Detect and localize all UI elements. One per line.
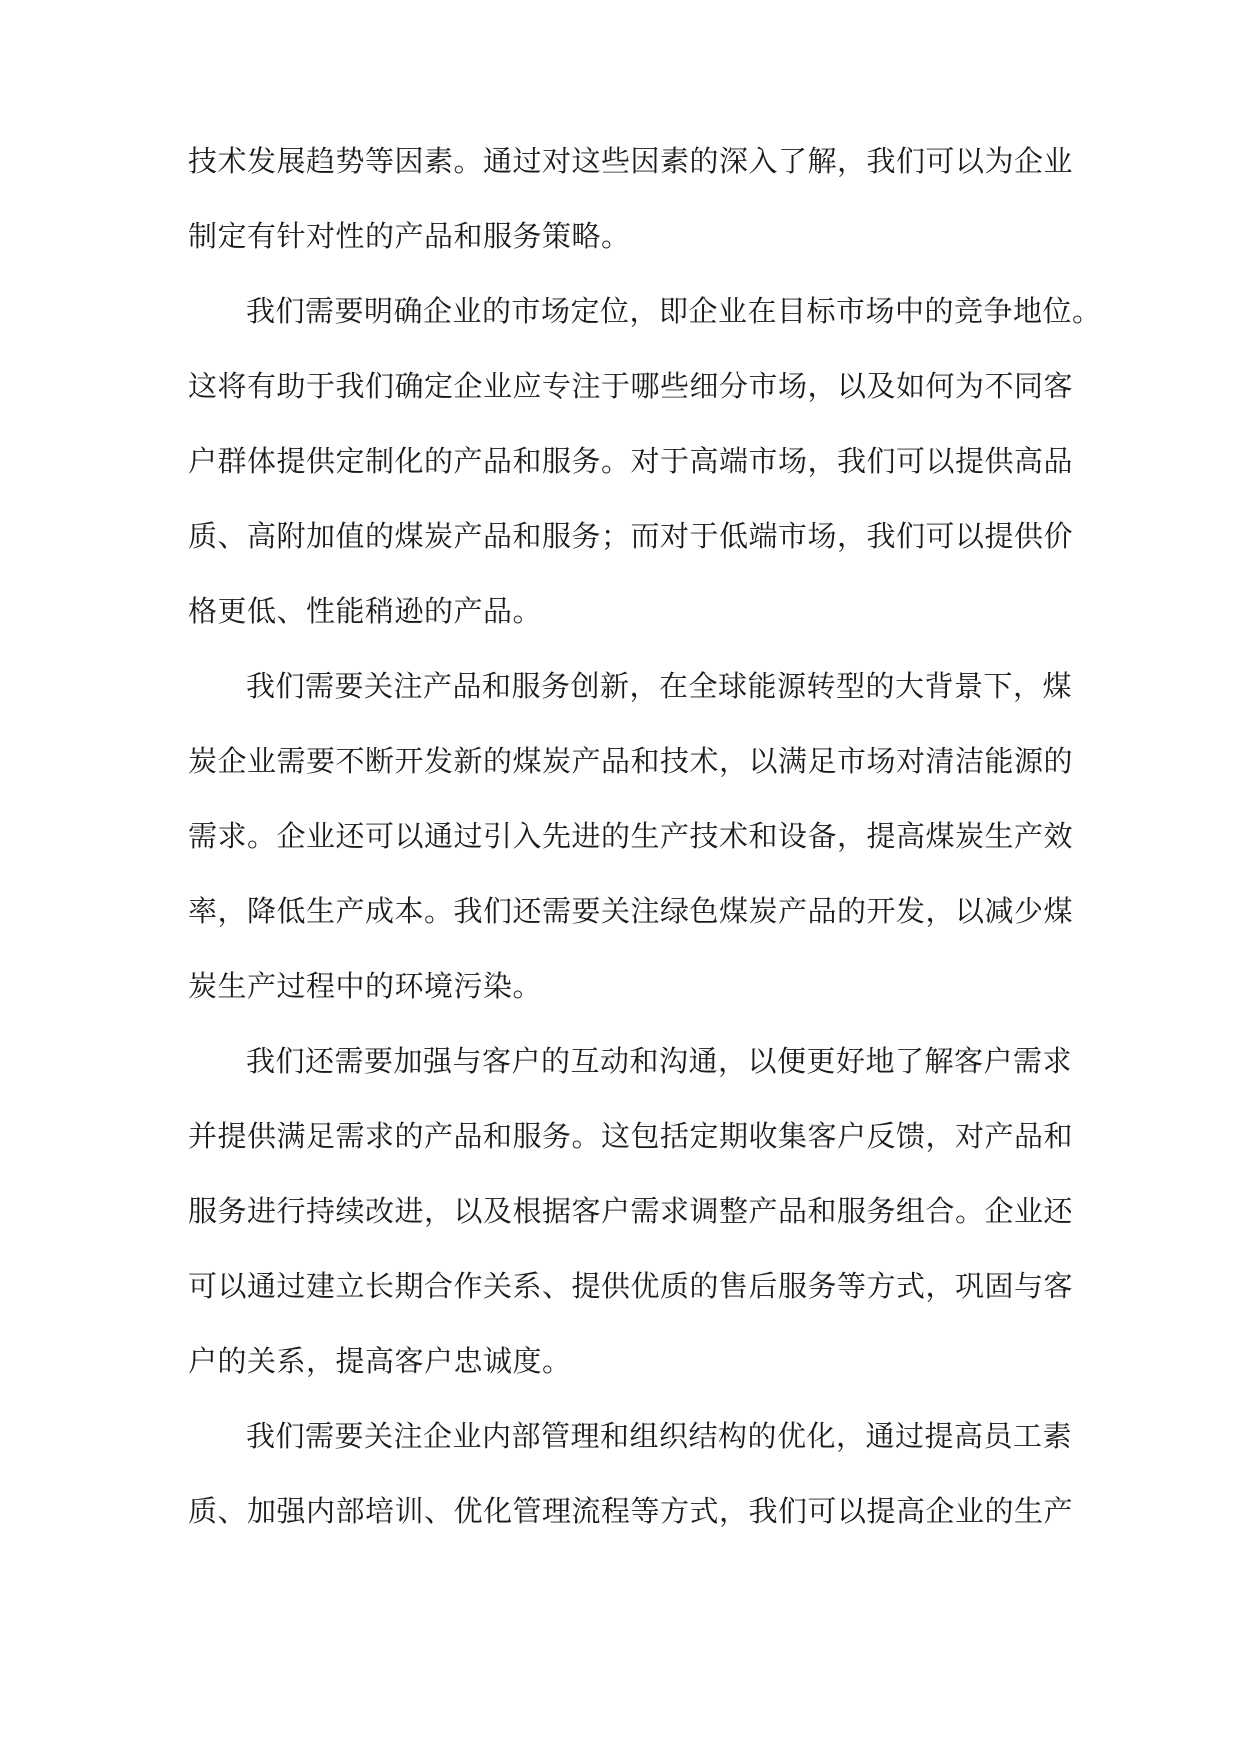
text-line: 并提供满足需求的产品和服务。这包括定期收集客户反馈，对产品和 — [188, 1119, 1074, 1153]
text-line: 我们还需要加强与客户的互动和沟通，以便更好地了解客户需求 — [246, 1044, 1073, 1078]
text-line: 户群体提供定制化的产品和服务。对于高端市场，我们可以提供高品 — [188, 444, 1074, 478]
text-line: 我们需要关注企业内部管理和组织结构的优化，通过提高员工素 — [246, 1419, 1073, 1453]
text-line: 技术发展趋势等因素。通过对这些因素的深入了解，我们可以为企业 — [188, 144, 1074, 178]
text-line: 制定有针对性的产品和服务策略。 — [188, 219, 631, 253]
text-line: 炭企业需要不断开发新的煤炭产品和技术，以满足市场对清洁能源的 — [188, 744, 1074, 778]
text-line: 户的关系，提高客户忠诚度。 — [188, 1344, 572, 1378]
text-line: 质、高附加值的煤炭产品和服务；而对于低端市场，我们可以提供价 — [188, 519, 1074, 553]
text-line: 格更低、性能稍逊的产品。 — [188, 594, 543, 628]
text-line: 我们需要关注产品和服务创新，在全球能源转型的大背景下，煤 — [246, 669, 1073, 703]
text-line: 可以通过建立长期合作关系、提供优质的售后服务等方式，巩固与客 — [188, 1269, 1074, 1303]
text-line: 率，降低生产成本。我们还需要关注绿色煤炭产品的开发，以减少煤 — [188, 894, 1074, 928]
paragraph-1 — [188, 144, 1074, 253]
paragraph-2 — [188, 294, 1102, 628]
text-line: 这将有助于我们确定企业应专注于哪些细分市场，以及如何为不同客 — [188, 369, 1074, 403]
text-line: 炭生产过程中的环境污染。 — [188, 969, 543, 1003]
text-line: 质、加强内部培训、优化管理流程等方式，我们可以提高企业的生产 — [188, 1494, 1074, 1528]
paragraph-4 — [188, 1044, 1074, 1378]
text-line: 需求。企业还可以通过引入先进的生产技术和设备，提高煤炭生产效 — [188, 819, 1074, 853]
text-line: 服务进行持续改进，以及根据客户需求调整产品和服务组合。企业还 — [188, 1194, 1074, 1228]
text-line: 我们需要明确企业的市场定位，即企业在目标市场中的竞争地位。 — [246, 294, 1102, 328]
paragraph-3 — [188, 669, 1074, 1003]
document-body — [188, 144, 1102, 1570]
paragraph-5 — [188, 1419, 1074, 1528]
